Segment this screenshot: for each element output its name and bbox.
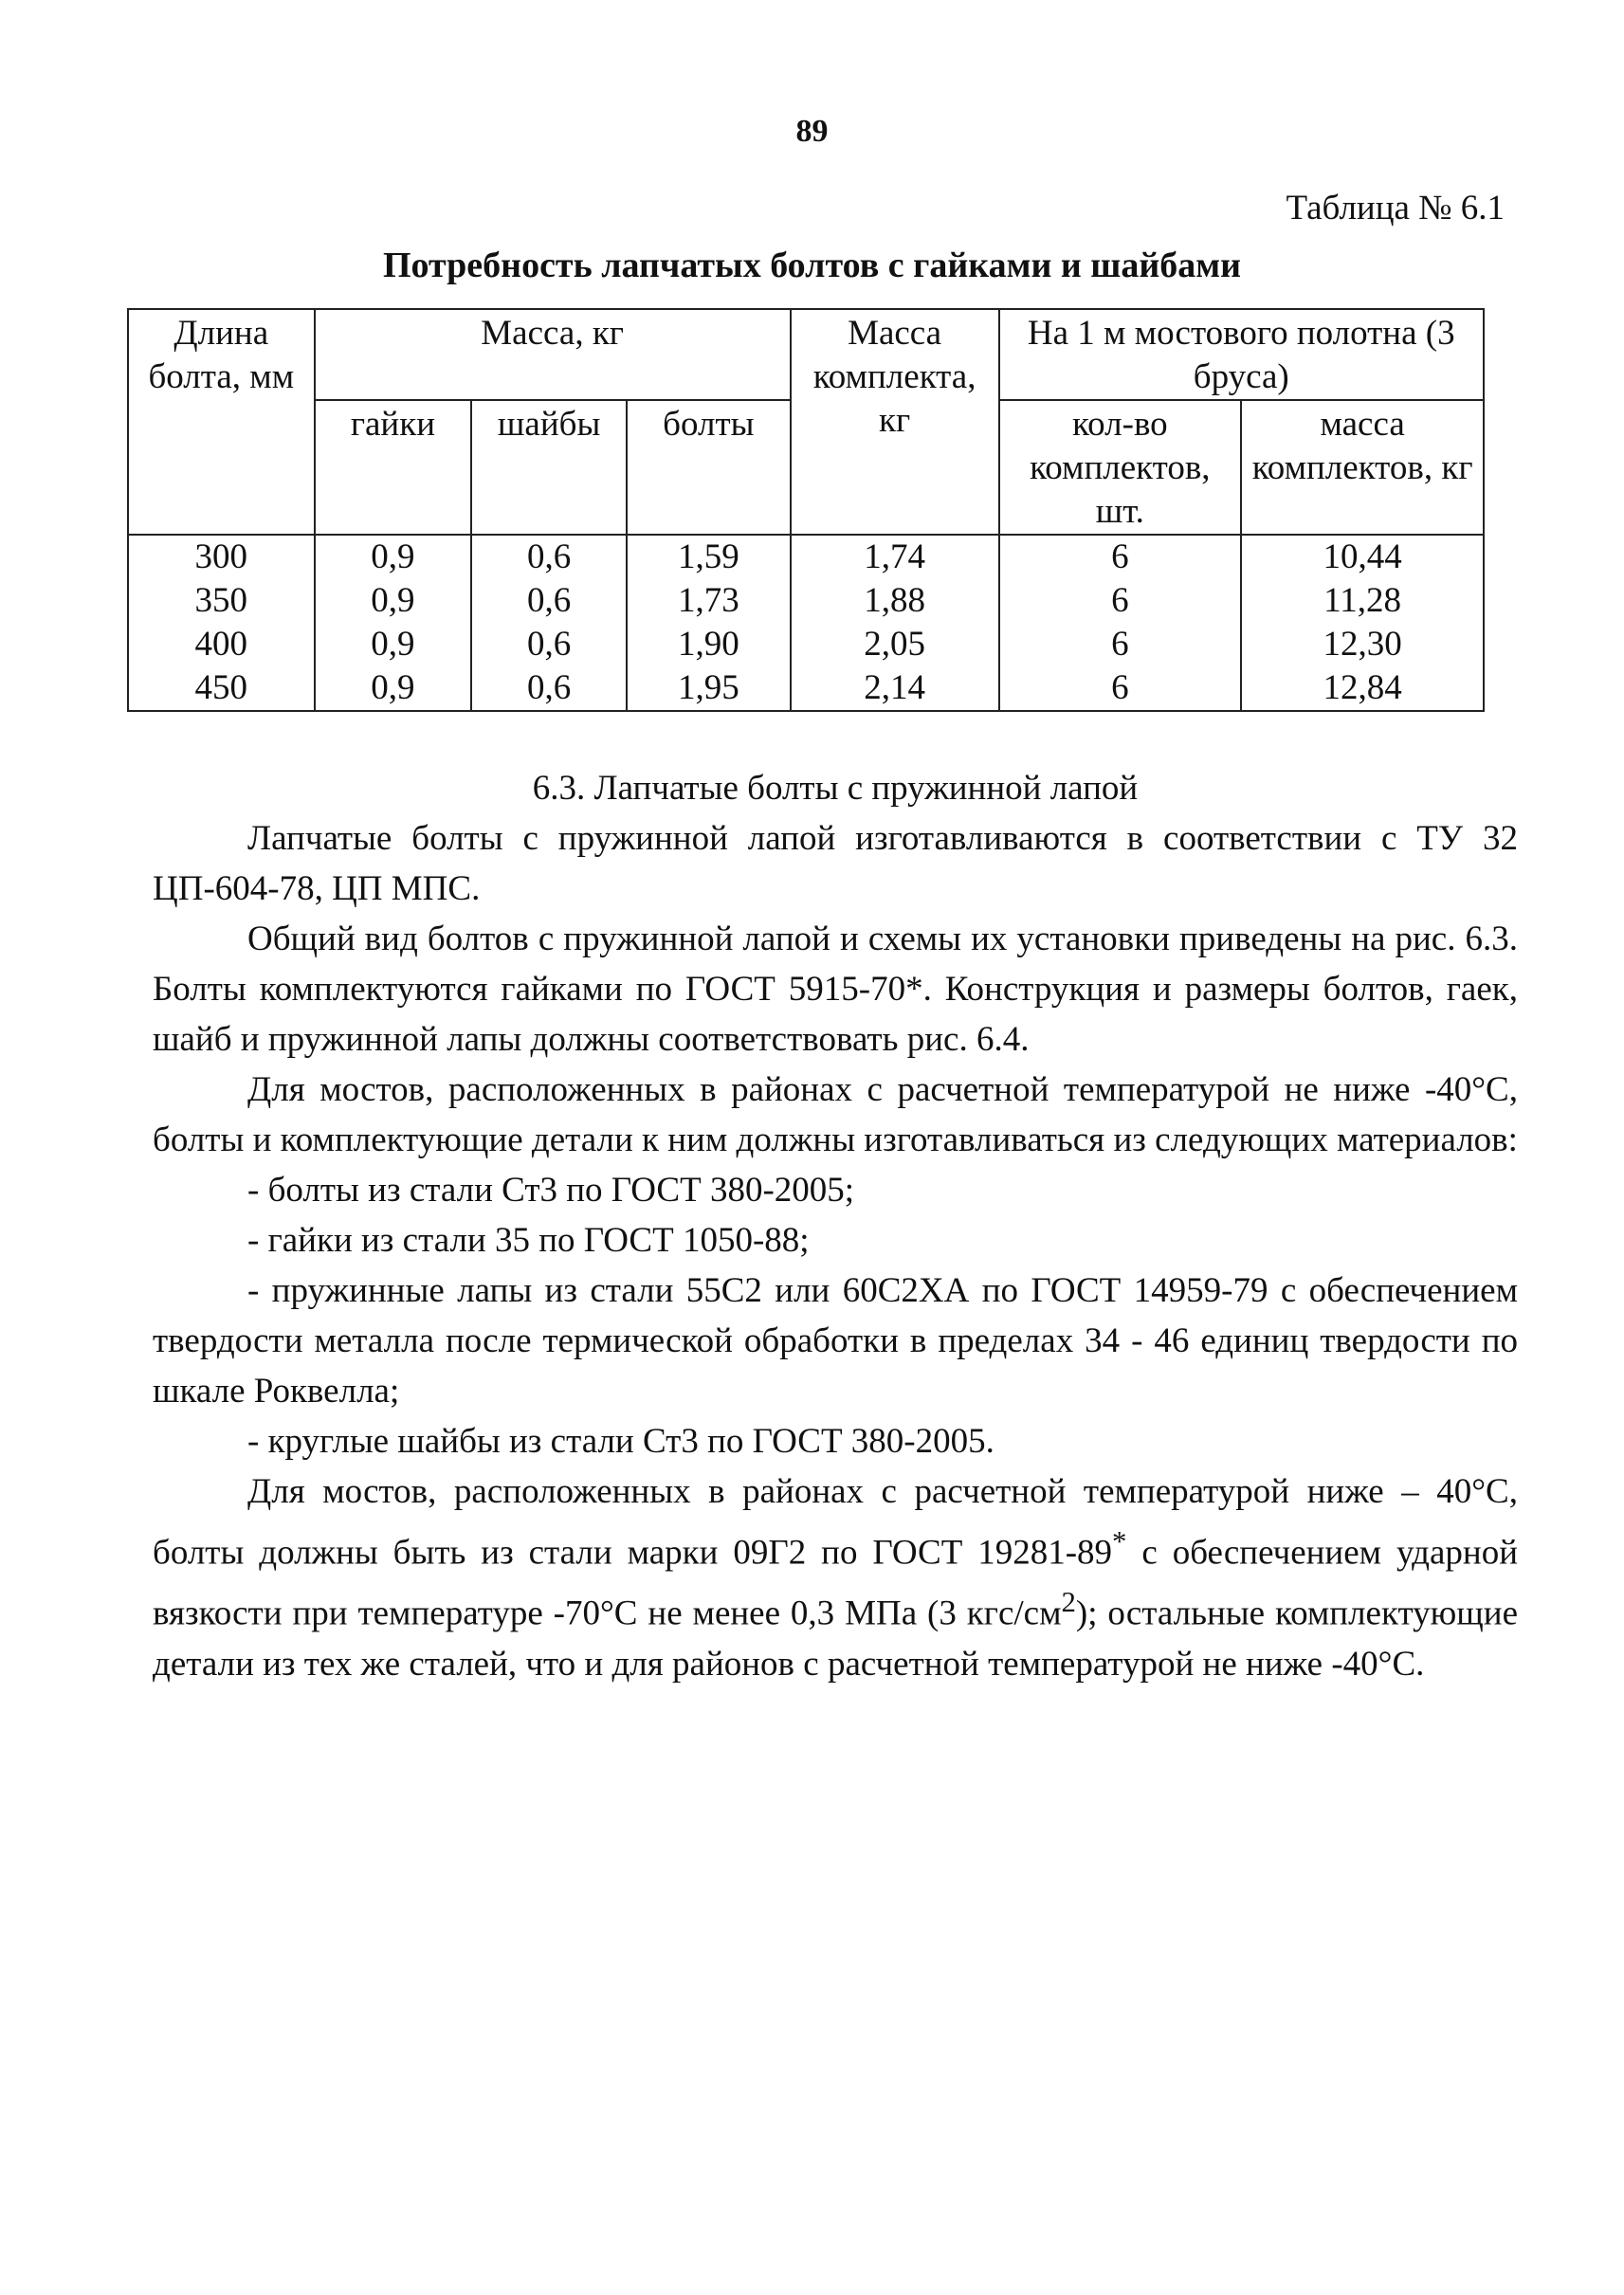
cell-nuts: 0,9 [315,535,472,579]
paragraph-4-part-c: ); остальные комплектующие детали из тех же сталей, что и для районов с расчетной температурой не ниже -40°С. [153,1594,1518,1684]
cell-length: 400 [128,623,315,666]
list-item: - круглые шайбы из стали Ст3 по ГОСТ 380-2005. [247,1422,994,1461]
header-bolts: болты [627,400,791,535]
paragraph-3: Для мостов, расположенных в районах с расчетной температурой не ниже -40°С, болты и комплектующие детали к ним должны изготавливаться из следующих материалов: [153,1070,1518,1159]
cell-set-count: 6 [999,623,1242,666]
cell-sets-mass: 10,44 [1241,535,1484,579]
cell-sets-mass: 12,30 [1241,623,1484,666]
header-mass-group: Масса, кг [315,309,791,400]
section-heading: 6.3. Лапчатые болты с пружинной лапой [532,769,1139,808]
table-title: Потребность лапчатых болтов с гайками и шайбами [382,246,1242,285]
paragraph-4-part-b: с обеспечением ударной вязкости при температуре -70°С не менее 0,3 МПа (3 кгс/см [153,1533,1518,1633]
footnote-mark: * [1112,1525,1127,1557]
cell-bolts: 1,73 [627,579,791,623]
cell-length: 300 [128,535,315,579]
cell-bolts: 1,59 [627,535,791,579]
cell-set-mass: 2,05 [791,623,999,666]
cell-nuts: 0,9 [315,666,472,711]
bolt-requirements-table [127,308,1485,712]
header-set-mass: Масса комплекта, кг [791,309,999,535]
cell-sets-mass: 12,84 [1241,666,1484,711]
list-item: - пружинные лапы из стали 55С2 или 60С2ХА по ГОСТ 14959-79 с обеспечением твердости металла после термической обработки в пределах 34 - 46 единиц твердости по шкале Роквелла; [153,1271,1518,1411]
table-row [128,666,1484,711]
cell-washers: 0,6 [471,579,627,623]
cell-bolts: 1,90 [627,623,791,666]
header-washers: шайбы [471,400,627,535]
table-row [128,623,1484,666]
cell-bolts: 1,95 [627,666,791,711]
cell-length: 350 [128,579,315,623]
cell-set-mass: 2,14 [791,666,999,711]
cell-nuts: 0,9 [315,579,472,623]
cell-set-count: 6 [999,535,1242,579]
cell-nuts: 0,9 [315,623,472,666]
header-length: Длина болта, мм [128,309,315,535]
page-number: 89 [795,114,829,149]
table-row [128,579,1484,623]
section-text [153,763,1518,1689]
paragraph-4 [153,1466,1518,1689]
cell-length: 450 [128,666,315,711]
table-label: Таблица № 6.1 [1286,189,1505,228]
cell-set-mass: 1,88 [791,579,999,623]
table-row [128,535,1484,579]
header-sets-mass: масса комплектов, кг [1241,400,1484,535]
list-item: - гайки из стали 35 по ГОСТ 1050-88; [247,1221,810,1260]
list-item: - болты из стали Ст3 по ГОСТ 380-2005; [247,1171,855,1210]
cell-washers: 0,6 [471,666,627,711]
cell-set-count: 6 [999,666,1242,711]
paragraph-2: Общий вид болтов с пружинной лапой и схемы их установки приведены на рис. 6.3. Болты комплектуются гайками по ГОСТ 5915-70*. Конструкция и размеры болтов, гаек, шайб и пружинной лапы должны соответствовать рис. 6.4. [153,920,1518,1059]
superscript-2: 2 [1061,1586,1076,1619]
header-nuts: гайки [315,400,472,535]
cell-washers: 0,6 [471,535,627,579]
cell-washers: 0,6 [471,623,627,666]
cell-set-mass: 1,74 [791,535,999,579]
header-per-meter-group: На 1 м мостового полотна (3 бруса) [999,309,1485,400]
paragraph-1: Лапчатые болты с пружинной лапой изготавливаются в соответствии с ТУ 32 ЦП-604-78, ЦП МПС. [153,819,1518,908]
header-set-count: кол-во комплектов, шт. [999,400,1242,535]
cell-sets-mass: 11,28 [1241,579,1484,623]
cell-set-count: 6 [999,579,1242,623]
paragraph-4-part-a: Для мостов, расположенных в районах с расчетной температурой ниже – 40°С, болты должны быть из стали марки 09Г2 по ГОСТ 19281-89 [153,1472,1518,1573]
